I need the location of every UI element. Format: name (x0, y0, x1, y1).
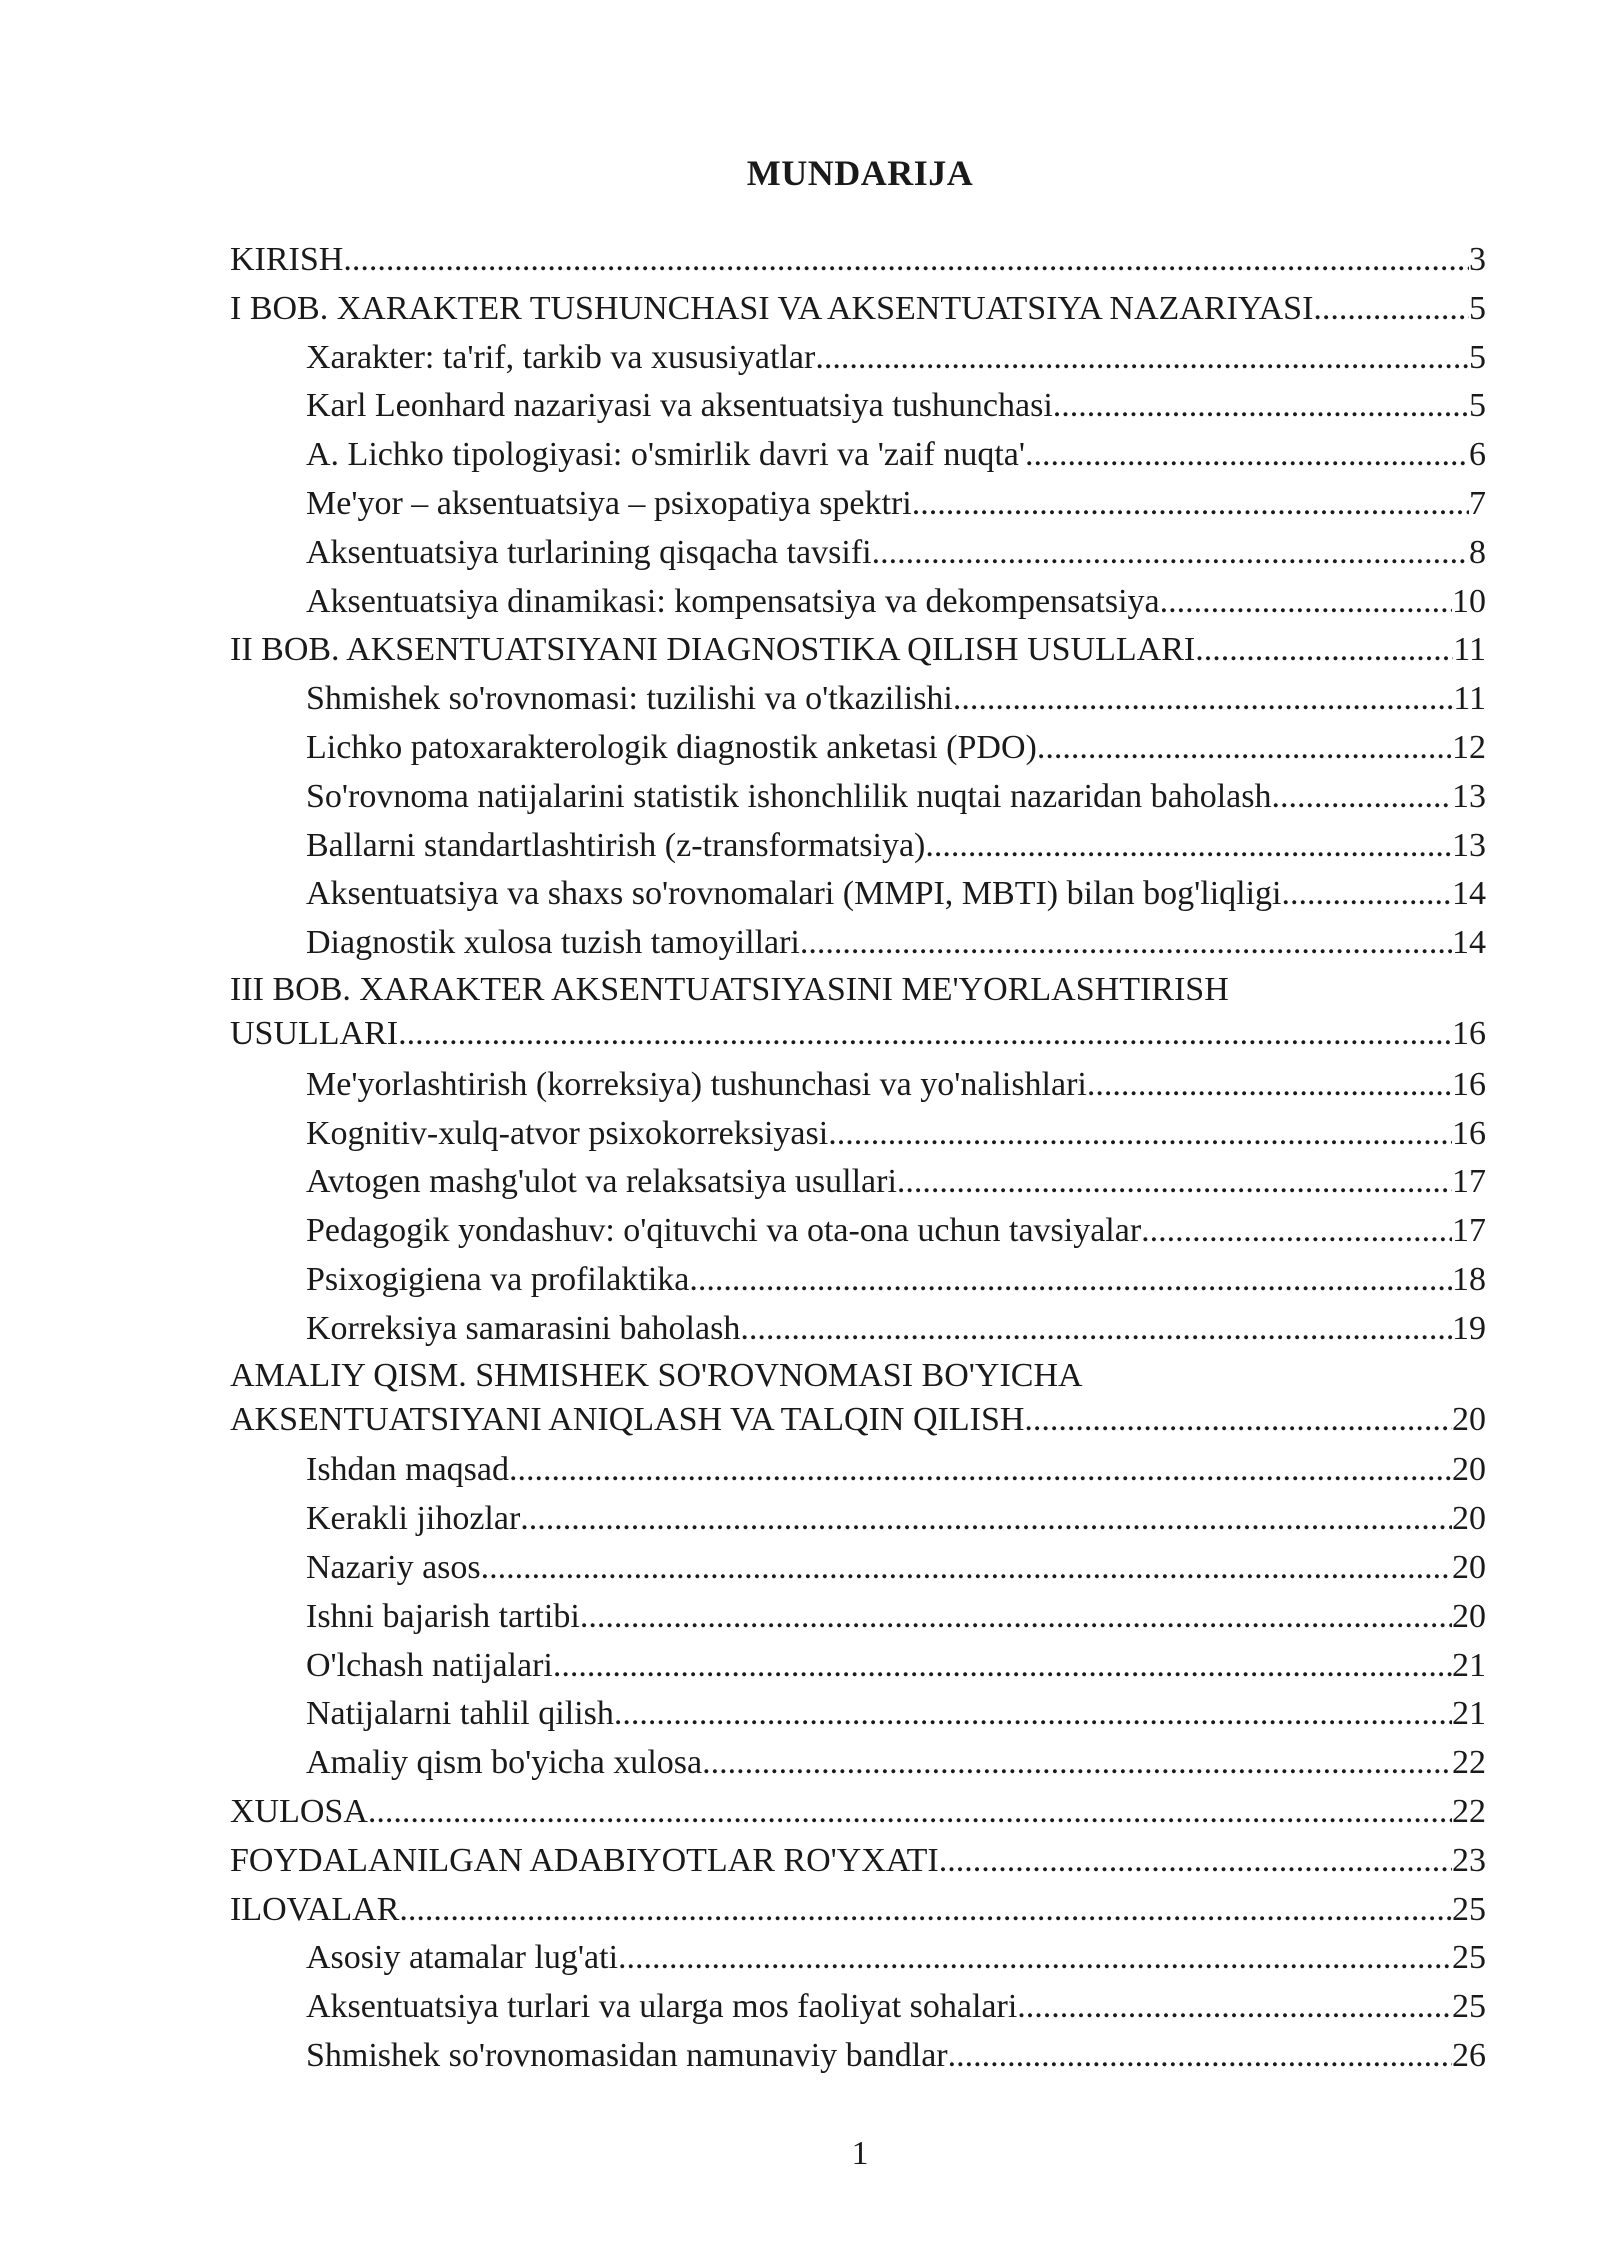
dot-leader (1025, 431, 1469, 480)
dot-leader (580, 1593, 1452, 1642)
toc-entry-label: Lichko patoxarakterologik diagnostik anketasi (PDO) (306, 728, 1037, 766)
dot-leader (399, 1886, 1452, 1935)
toc-entry-chapter-1[interactable] (230, 285, 1486, 334)
toc-entry-page: 14 (1452, 924, 1486, 962)
toc-entry-appendices[interactable] (230, 1886, 1486, 1935)
toc-entry-references[interactable] (230, 1837, 1486, 1886)
toc-entry-conclusion[interactable] (230, 1788, 1486, 1837)
toc-subentry[interactable] (230, 919, 1486, 968)
toc-subentry[interactable] (230, 1544, 1486, 1593)
toc-entry-label: Psixogigiena va profilaktika (306, 1260, 690, 1298)
toc-entry-page: 5 (1469, 338, 1486, 376)
dot-leader (912, 480, 1469, 529)
toc-entry-page: 5 (1469, 387, 1486, 425)
toc-subentry[interactable] (230, 1305, 1486, 1354)
toc-entry-page: 11 (1453, 631, 1486, 669)
toc-subentry[interactable] (230, 1690, 1486, 1739)
toc-entry-page: 16 (1452, 1065, 1486, 1103)
toc-entry-label: Me'yor – aksentuatsiya – psixopatiya spektri (306, 484, 912, 522)
toc-subentry[interactable] (230, 675, 1486, 724)
toc-subentry[interactable] (230, 1446, 1486, 1495)
dot-leader (618, 1934, 1452, 1983)
toc-entry-page: 17 (1452, 1163, 1486, 1201)
toc-entry-label: Me'yorlashtirish (korreksiya) tushunchasi va yo'nalishlari (306, 1065, 1087, 1103)
toc-entry-page: 21 (1452, 1695, 1486, 1733)
toc-entry-page: 26 (1452, 2036, 1486, 2074)
toc-subentry[interactable] (230, 724, 1486, 773)
toc-subentry[interactable] (230, 1256, 1486, 1305)
dot-leader (939, 1837, 1452, 1886)
dot-leader (1087, 1061, 1452, 1110)
dot-leader (800, 919, 1452, 968)
toc-entry-practical-part[interactable] (230, 1354, 1486, 1447)
dot-leader (553, 1642, 1452, 1691)
toc-entry-label-line2: USULLARI (230, 1014, 399, 1052)
dot-leader (689, 1256, 1452, 1305)
dot-leader (897, 1158, 1452, 1207)
dot-leader (343, 236, 1469, 285)
toc-entry-label: Pedagogik yondashuv: o'qituvchi va ota-ona uchun tavsiyalar (306, 1212, 1142, 1250)
toc-entry-label: Asosiy atamalar lug'ati (306, 1939, 619, 1977)
toc-subentry[interactable] (230, 1061, 1486, 1110)
toc-entry-page: 11 (1453, 680, 1486, 718)
toc-entry-label: Ballarni standartlashtirish (z-transformatsiya) (306, 826, 926, 864)
toc-entry-page: 20 (1452, 1500, 1486, 1538)
dot-leader (1281, 870, 1452, 919)
dot-leader (1024, 1398, 1452, 1442)
dot-leader (948, 2032, 1452, 2081)
dot-leader (1053, 382, 1469, 431)
dot-leader (815, 334, 1469, 383)
toc-entry-page: 12 (1452, 728, 1486, 766)
toc-entry-page: 20 (1452, 1451, 1486, 1489)
toc-entry-label: Shmishek so'rovnomasi: tuzilishi va o'tkazilishi (306, 680, 953, 718)
toc-entry-page: 14 (1452, 875, 1486, 913)
toc-subentry[interactable] (230, 334, 1486, 383)
toc-subentry[interactable] (230, 529, 1486, 578)
dot-leader (872, 529, 1469, 578)
dot-leader (1017, 1983, 1452, 2032)
toc-entry-page: 23 (1452, 1841, 1486, 1879)
toc-entry-label-line1: III BOB. XARAKTER AKSENTUATSIYASINI ME'YORLASHTIRISH (230, 970, 1229, 1008)
toc-entry-page: 25 (1452, 1890, 1486, 1928)
toc-entry-label: Aksentuatsiya va shaxs so'rovnomalari (MMPI, MBTI) bilan bog'liqligi (306, 875, 1282, 913)
dot-leader (702, 1739, 1452, 1788)
toc-subentry[interactable] (230, 1593, 1486, 1642)
toc-entry-page: 6 (1469, 436, 1486, 474)
toc-subentry[interactable] (230, 1739, 1486, 1788)
toc-entry-label-line2: AKSENTUATSIYANI ANIQLASH VA TALQIN QILISH (230, 1400, 1025, 1438)
toc-subentry[interactable] (230, 578, 1486, 627)
toc-subentry[interactable] (230, 1642, 1486, 1691)
toc-entry-label: Kerakli jihozlar (306, 1500, 521, 1538)
toc-entry-label: Avtogen mashg'ulot va relaksatsiya usullari (306, 1163, 897, 1201)
toc-entry-page: 18 (1452, 1260, 1486, 1298)
toc-entry-page: 13 (1452, 826, 1486, 864)
dot-leader (1141, 1207, 1452, 1256)
toc-subentry[interactable] (230, 773, 1486, 822)
toc-entry-label: Nazariy asos (306, 1548, 481, 1586)
toc-entry-label: Aksentuatsiya turlari va ularga mos faoliyat sohalari (306, 1988, 1018, 2026)
toc-entry-page: 16 (1452, 1014, 1486, 1052)
dot-leader (1271, 773, 1452, 822)
dot-leader (1313, 285, 1469, 334)
dot-leader (740, 1305, 1452, 1354)
toc-entry-page: 5 (1469, 289, 1486, 327)
dot-leader (925, 822, 1452, 871)
toc-entry-page: 16 (1452, 1114, 1486, 1152)
toc-subentry[interactable] (230, 1110, 1486, 1159)
toc-entry-label: Xarakter: ta'rif, tarkib va xususiyatlar (306, 338, 816, 376)
toc-entry-page: 17 (1452, 1212, 1486, 1250)
toc-entry-label: ILOVALAR (230, 1890, 400, 1928)
toc-entry-label: Korreksiya samarasini baholash (306, 1309, 741, 1347)
toc-entry-label: Aksentuatsiya turlarining qisqacha tavsifi (306, 533, 872, 571)
toc-entry-row (230, 1012, 1486, 1056)
toc-entry-page: 10 (1452, 582, 1486, 620)
toc-subentry[interactable] (230, 431, 1486, 480)
toc-subentry[interactable] (230, 870, 1486, 919)
dot-leader (368, 1788, 1452, 1837)
dot-leader (828, 1110, 1452, 1159)
toc-subentry[interactable] (230, 2032, 1486, 2081)
page-number: 1 (851, 2135, 869, 2172)
dot-leader (614, 1690, 1452, 1739)
toc-entry-page: 19 (1452, 1309, 1486, 1347)
toc-entry-label: Kognitiv-xulq-atvor psixokorreksiyasi (306, 1114, 829, 1152)
dot-leader (520, 1495, 1452, 1544)
toc-subentry[interactable] (230, 1207, 1486, 1256)
toc-entry-label: II BOB. AKSENTUATSIYANI DIAGNOSTIKA QILISH USULLARI (230, 631, 1196, 669)
toc-entry-label: Shmishek so'rovnomasidan namunaviy bandlar (306, 2036, 948, 2074)
toc-entry-label: FOYDALANILGAN ADABIYOTLAR RO'YXATI (230, 1841, 939, 1879)
toc-entry-page: 21 (1452, 1646, 1486, 1684)
toc-entry-page: 22 (1452, 1744, 1486, 1782)
toc-entry-label: Ishdan maqsad (306, 1451, 510, 1489)
toc-entry-label: XULOSA (230, 1792, 368, 1830)
toc-entry-page: 22 (1452, 1792, 1486, 1830)
toc-entry-page: 8 (1469, 533, 1486, 571)
toc-entry-label: Amaliy qism bo'yicha xulosa (306, 1744, 703, 1782)
toc-title: MUNDARIJA (746, 153, 974, 193)
toc-subentry[interactable] (230, 1983, 1486, 2032)
toc-entry-chapter-2[interactable] (230, 626, 1486, 675)
table-of-contents (230, 236, 1486, 2081)
toc-entry-page: 20 (1452, 1597, 1486, 1635)
toc-entry-label: Karl Leonhard nazariyasi va aksentuatsiya tushunchasi (306, 387, 1053, 425)
dot-leader (1037, 724, 1452, 773)
dot-leader (398, 1012, 1452, 1056)
toc-entry-label-line1: AMALIY QISM. SHMISHEK SO'ROVNOMASI BO'YICHA (230, 1356, 1083, 1394)
toc-entry-label: KIRISH (230, 241, 344, 278)
toc-entry-row (230, 1398, 1486, 1442)
toc-entry-label: A. Lichko tipologiyasi: o'smirlik davri va 'zaif nuqta' (306, 436, 1026, 474)
toc-subentry[interactable] (230, 1158, 1486, 1207)
toc-entry-page: 7 (1469, 484, 1486, 522)
toc-entry-chapter-3[interactable] (230, 968, 1486, 1061)
toc-entry-kirish[interactable] (230, 236, 1486, 285)
dot-leader (509, 1446, 1452, 1495)
dot-leader (1160, 578, 1452, 627)
toc-entry-page: 25 (1452, 1988, 1486, 2026)
toc-entry-label: So'rovnoma natijalarini statistik ishonchlilik nuqtai nazaridan baholash (306, 777, 1272, 815)
dot-leader (481, 1544, 1452, 1593)
toc-subentry[interactable] (230, 382, 1486, 431)
dot-leader (953, 675, 1453, 724)
toc-entry-label: O'lchash natijalari (306, 1646, 553, 1684)
toc-entry-label: Ishni bajarish tartibi (306, 1597, 580, 1635)
toc-entry-label: Aksentuatsiya dinamikasi: kompensatsiya va dekompensatsiya (306, 582, 1160, 620)
toc-subentry[interactable] (230, 480, 1486, 529)
toc-subentry[interactable] (230, 1934, 1486, 1983)
toc-entry-page: 13 (1452, 777, 1486, 815)
toc-entry-label: Natijalarni tahlil qilish (306, 1695, 614, 1733)
toc-entry-page: 20 (1452, 1400, 1486, 1438)
dot-leader (1195, 626, 1453, 675)
toc-entry-page: 25 (1452, 1939, 1486, 1977)
toc-subentry[interactable] (230, 822, 1486, 871)
toc-entry-page: 3 (1469, 241, 1486, 278)
toc-entry-page: 20 (1452, 1548, 1486, 1586)
toc-subentry[interactable] (230, 1495, 1486, 1544)
toc-entry-label: Diagnostik xulosa tuzish tamoyillari (306, 924, 800, 962)
toc-entry-label: I BOB. XARAKTER TUSHUNCHASI VA AKSENTUATSIYA NAZARIYASI (230, 289, 1314, 327)
